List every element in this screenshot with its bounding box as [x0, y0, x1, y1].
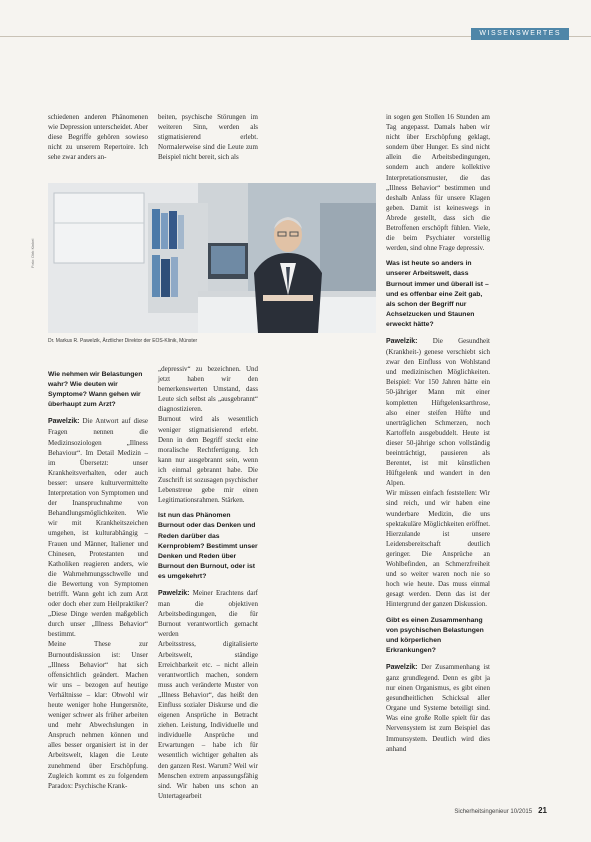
interview-answer — [386, 112, 490, 253]
section-tag: WISSENSWERTES — [471, 28, 569, 40]
interview-answer — [386, 662, 490, 754]
interview-question: Ist nun das Phänomen Burnout oder das Denken und Reden darüber das Kernproblem? Bestimmt unser Denken und Reden über Burnout den Burnout, oder ist es umgekehrt? — [158, 512, 258, 580]
top-paragraph-col1: schiedenen anderen Phänomenen wie Depression unterscheidet. Aber diese Begriffe gehören sowieso nicht zu unserem Repertoire. Ich sehe zwar anders an- — [48, 113, 148, 162]
answer-text: Die Antwort auf diese Fragen nennen die Medizinsoziologen „Illness Behaviour“. Im Detail Medizin – im Übersetzt: unser Krankheitsverhalten, oder auch besser: unsere kulturvermittelte Interpretation von Symptomen und der Inanspruchnahme von Behandlungsmöglichkeiten. Wie wir mit Krankheitszeichen umgehen, ist kulturabhängig – Frauen und Männer, Italiener und Chinesen, Protestanten und Katholiken reagieren anders, wie die Wahrnehmungsschwelle und die Bewertung von Symptomen betrifft. Wann geht ich zum Arzt oder doch eher zum Heilpraktiker? „Diese Dinge werden maßgeblich durch unser „Illness Behavior“ bestimmt. — [48, 417, 149, 639]
interview-question: Was ist heute so anders in unserer Arbeitswelt, dass Burnout immer und überall ist – und es offenbar eine Zeit gab, als schon der Begriff nur Achselzucken und Staunen erweckt hätte? — [386, 260, 489, 328]
speaker-name: Pawelzik: — [386, 663, 418, 671]
answer-text: Meiner Erachtens darf man die objektiven Arbeitsbedingungen, die für Burnout verantwortlich gemacht werden — [158, 588, 258, 639]
speaker-name: Pawelzik: — [386, 337, 418, 345]
photo-illustration — [48, 183, 376, 333]
interview-answer — [386, 336, 490, 488]
interview-answer — [158, 364, 258, 414]
article-column-1 — [48, 364, 148, 794]
interview-answer — [158, 588, 258, 639]
top-text-col1 — [48, 112, 148, 168]
interview-answer — [48, 639, 148, 790]
interview-question: Wie nehmen wir Belastungen wahr? Wie deuten wir Symptome? Wann gehen wir überhaupt zum Arzt? — [48, 371, 143, 409]
answer-text: Arbeitsstress, digitalisierte Arbeitswelt, ständige Erreichbarkeit etc. – nicht allein verantwortlich machen, sondern muss auch veränderte Muster von „Illness Behavior“, das heißt den Einfluss sozialer Diskurse und die eigenen Ansprüche in Betracht ziehen. Leistung, Individuelle und individuelle Ansprüche und Erwartungen – habe ich für wesentlich wichtiger gehalten als den ganzen Rest. Warum? Weil wir Menschen extrem anpassungsfähig sind. Wir haben uns schon an Untertagearbeit — [158, 640, 258, 800]
top-text-col2 — [158, 112, 258, 168]
photo-caption: Dr. Markus R. Pawelzik, Ärztlicher Direktor der EOS-Klinik, Münster — [48, 338, 198, 344]
answer-text: Die Gesundheit (Krankheit-) genese verschiebt sich zwar den Einfluss von Wohlstand und medizinischen Möglichkeiten. Beispiel: Vor 150 Jahren hätte ein 50-jähriger Mann mit einer kompletten Hüftgelenksarthrose, also einer steifen Hüfte und unerträglichen Schmerzen, noch Kartoffeln ausgebuddelt. Heute ist dieser 50-jährige schon vollständig beeinträchtigt, pausieren als Berentet, ist mit künstlichen Hüftgelenk und wandert in den Alpen. — [386, 336, 490, 488]
answer-text: Burnout wird als wesentlich weniger stigmatisierend erlebt. Denn in dem Begriff steckt eine moralische Rechtfertigung. Ich kann nur ausgebrannt sein, wenn ich einmal gebrannt habe. Die Zuschrift ist sozusagen psychischer Lebenstreue gebe mir einen Legitimationsrahmen. Stärken. — [158, 415, 258, 505]
article-column-2 — [158, 364, 258, 800]
answer-text: Der Zusammenhang ist ganz grundlegend. Denn es gibt ja nur einen Organismus, es gibt einen gesundheitlichen Schicksal aller Organe und Systeme beteiligt sind. Was eine große Rolle spielt für das Nervensystem ist zum Beispiel das Immunsystem. Deutlich wird dies anhand — [386, 662, 490, 753]
page-number: 21 — [538, 806, 547, 815]
page-footer — [454, 806, 547, 815]
speaker-name: Pawelzik: — [48, 418, 80, 426]
article-column-3 — [386, 112, 490, 802]
portrait-photo — [48, 183, 376, 333]
top-paragraph-col2: beiten, psychische Störungen im weiteren Sinn, werden als stigmatisierend erlebt. Normalerweise sind die Leute zum Beispiel nicht bereit, sich als — [158, 113, 258, 162]
magazine-name: Sicherheitsingenieur 10/2015 — [454, 809, 533, 815]
interview-answer — [158, 639, 258, 801]
interview-answer — [158, 414, 258, 505]
speaker-name: Pawelzik: — [158, 589, 190, 597]
interview-answer — [386, 488, 490, 609]
answer-text: Meine These zur Burnoutdiskussion ist: Unser „Illness Behavior“ hat sich offensichtlich geändert. Machen wir uns – bezogen auf heutige Verhältnisse – klar: Obwohl wir heute weniger hohe Hungersnöte, weniger schwer als früher arbeiten und mehr Abwechslungen in Anspruch nehmen können und alles besser organisiert ist in der Arbeitswelt, klagen die Leute zunehmend über Erschöpfung. Zugleich kommt es zu folgendem Paradox: Psychische Krank- — [48, 640, 148, 790]
answer-text: in sogen gen Stollen 16 Stunden am Tag angepasst. Damals haben wir nicht über Erschöpfung geklagt, sondern über Hunger. Es sind nicht allein die Arbeitsbedingungen, sondern auch andere kollektive Interpretationsmuster, die das „Illness Behavior“ bestimmen und deshalb Anlass für unsere Klagen geben. Damit ist keineswegs in Abrede gestellt, dass sich die Betroffenen erschöpft fühlen. Viele, die beim Psychiater vorstellig werden, sind ohne Frage depressiv. — [386, 113, 490, 253]
interview-answer — [48, 416, 148, 639]
answer-text: Wir müssen einfach feststellen: Wir sind reich, und wir haben eine wunderbare Medizin, die uns spektakuläre Möglichkeiten eröffnet. Hierzulande ist unsere Leidensbereitschaft deutlich geringer. Die Ansprüche an Wohlbefinden, an Schmerzfreiheit und so weiter waren noch nie so hoch wie heute. Das muss einmal gesagt werden. Denn das ist der Hintergrund der ganzen Diskussion. — [386, 489, 490, 609]
answer-text: „depressiv“ zu bezeichnen. Und jetzt haben wir den bemerkenswerten Umstand, dass Leute sich selbst als „ausgebrannt“ diagnostizieren. — [158, 365, 258, 414]
interview-question: Gibt es einen Zusammenhang von psychischen Belastungen und körperlichen Erkrankungen? — [386, 616, 484, 654]
photo-credit: Foto: Dirk Kinkel — [30, 238, 35, 268]
